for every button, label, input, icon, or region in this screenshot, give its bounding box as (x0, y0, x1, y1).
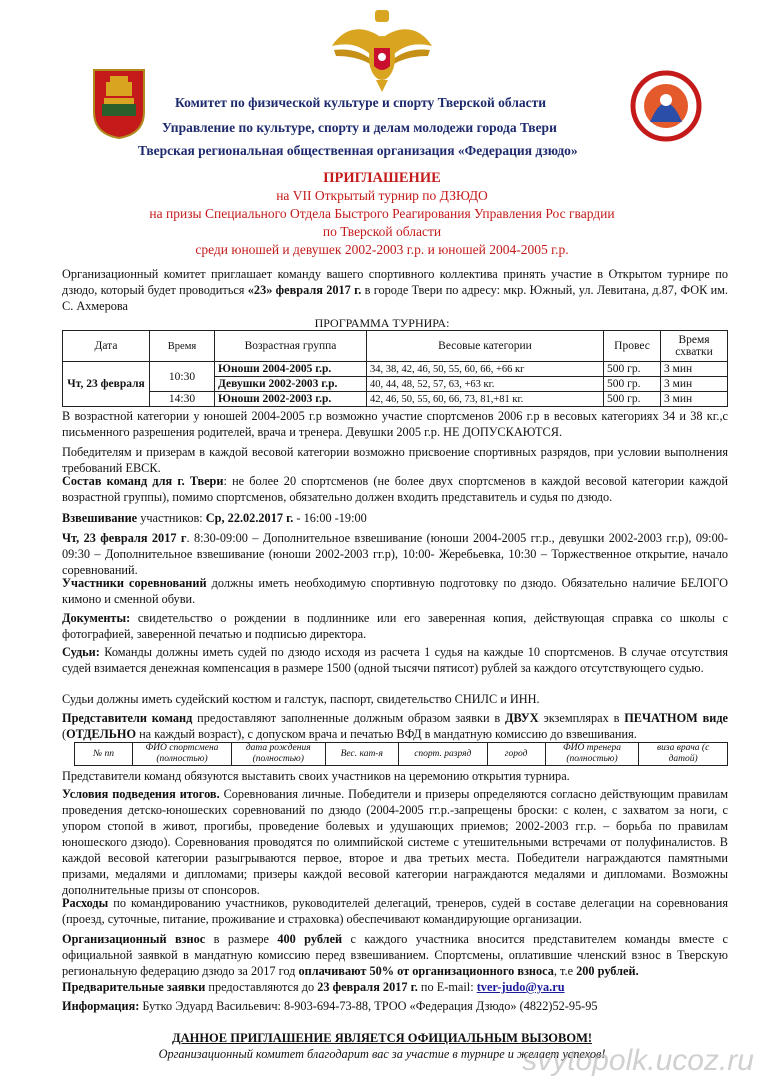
russian-eagle-emblem-icon (330, 8, 434, 94)
group-cell: Девушки 2002-2003 г.р. (215, 377, 367, 392)
weigh-in-paragraph: Взвешивание участников: Ср, 22.02.2017 г. - 16:00 -19:00 (62, 511, 367, 525)
thanks-note: Организационный комитет благодарит вас за участие в турнире и желает успехов! (158, 1047, 606, 1061)
judges-paragraph: Судьи: Команды должны иметь судей по дзюдо исходя из расчета 1 судья на каждые 10 спортсменов. В случае отсутствия судей взимается денежная компенсация в размере 1500 (одной тысячи пятисот) рублей за каждого отсутствующего судью. (62, 645, 728, 675)
results-paragraph: Условия подведения итогов. Соревнования личные. Победители и призеры определяются согласно действующим правилам проведения детско-юношеских соревнований по дзюдо (2004-2005 гг.р.-запрещены броски: с колен, с захватом за ноги, с упором стопой в живот, прогибы, проведение болевых и удушающих приемов; 2002-2003 гг.р. – борьба по правилам юношеского дзюдо). Соревнования проводятся по олимпийской системе с утешительными встречами от полуфиналистов. В каждой весовой категории разыгрываются первое, второе и два третьих места. Победители награждаются памятными призами, медалями и дипломами; призеры каждой весовой категории награждаются медалями и дипломами. Возможны дополнительные призы от спонсоров. (62, 787, 728, 897)
col-date: Дата (63, 331, 150, 362)
time-cell: 10:30 (150, 362, 215, 392)
header-federation: Тверская региональная общественная организация «Федерация дзюдо» (138, 143, 578, 158)
group-cell: Юноши 2004-2005 г.р. (215, 362, 367, 377)
app-col-weight: Вес. кат-я (325, 743, 398, 766)
app-col-doctor: виза врача (с датой) (639, 743, 728, 766)
prov-cell: 500 гр. (604, 377, 661, 392)
table-row (63, 362, 728, 377)
app-col-rank: спорт. разряд (398, 743, 487, 766)
invitation-heading: ПРИГЛАШЕНИЕ (323, 170, 441, 186)
official-call-notice: ДАННОЕ ПРИГЛАШЕНИЕ ЯВЛЯЕТСЯ ОФИЦИАЛЬНЫМ ВЫЗОВОМ! (171, 1031, 593, 1045)
application-form-table (74, 742, 728, 766)
judo-federation-logo-icon (630, 70, 702, 142)
app-col-birthdate: дата рождения (полностью) (231, 743, 325, 766)
col-weights: Весовые категории (367, 331, 604, 362)
title-line-4: среди юношей и девушек 2002-2003 г.р. и юношей 2004-2005 г.р. (195, 242, 569, 257)
duration-cell: 3 мин (661, 392, 728, 407)
schedule-table (62, 330, 728, 407)
prov-cell: 500 гр. (604, 392, 661, 407)
participants-paragraph: Участники соревнований должны иметь необходимую спортивную подготовку по дзюдо. Обязательно наличие БЕЛОГО кимоно и сменной обуви. (62, 576, 728, 606)
app-col-athlete: ФИО спортсмена (полностью) (133, 743, 232, 766)
winners-paragraph: Победителям и призерам в каждой весовой категории возможно присвоение спортивных разрядов, при условии выполнения требований ЕВСК. (62, 445, 728, 475)
col-age-group: Возрастная группа (215, 331, 367, 362)
weights-cell: 34, 38, 42, 46, 50, 55, 60, 66, +66 кг (367, 362, 604, 377)
representatives-paragraph: Представители команд предоставляют заполненные должным образом заявки в ДВУХ экземплярах в ПЕЧАТНОМ виде (ОТДЕЛЬНО на каждый возраст), с допуском врача и печатью ВФД в мандатную комиссию до взвешивания. (62, 711, 728, 741)
watermark: svytopolk.ucoz.ru (522, 1044, 754, 1077)
schedule-day-paragraph: Чт, 23 февраля 2017 г. 8:30-09:00 – Дополнительное взвешивание (юноши 2004-2005 гг.р., девушки 2002-2003 гг.р), 09:00-09:30 – Дополнительное взвешивание (юноши 2002-2003 гг.р), 10:00- Жеребьевка, 10:30 – Торжественное открытие, начало соревнований. (62, 531, 728, 577)
title-line-3: по Тверской области (322, 224, 442, 239)
weights-cell: 42, 46, 50, 55, 60, 66, 73, 81,+81 кг. (367, 392, 604, 407)
table-row (63, 392, 728, 407)
representatives-ceremony: Представители команд обязуются выставить своих участников на церемонию открытия турнира. (62, 769, 570, 783)
group-cell: Юноши 2002-2003 г.р. (215, 392, 367, 407)
col-prov: Провес (604, 331, 661, 362)
fee-paragraph: Организационный взнос в размере 400 рублей с каждого участника вносится представителем команды вместе с официальной заявкой в мандатную комиссию перед взвешиванием. Спортсмены, оплатившие членский взнос в Тверскую региональную федерацию дзюдо за 2017 год оплачивают 50% от организационного взноса, т.е 200 рублей. (62, 932, 728, 978)
date-cell: Чт, 23 февраля (63, 362, 150, 407)
app-col-city: город (487, 743, 545, 766)
team-paragraph: Состав команд для г. Твери: не более 20 спортсменов (не более двух спортсменов в каждой весовой категории каждой возрастной группы), помимо спортсменов, обязательно должен входить представитель и судья по дзюдо. (62, 474, 728, 504)
col-time: Время (150, 331, 215, 362)
weights-cell: 40, 44, 48, 52, 57, 63, +63 кг. (367, 377, 604, 392)
title-line-2: на призы Специального Отдела Быстрого Реагирования Управления Рос гвардии (149, 206, 615, 221)
header-committee: Комитет по физической культуре и спорту Тверской области (175, 95, 547, 110)
documents-paragraph: Документы: свидетельство о рождении в подлиннике или его заверенная копия, действующая справка со школы с фотографией, заверенной печатью и подписью директора. (62, 611, 728, 641)
tver-coat-of-arms-icon (92, 68, 146, 140)
judges-requirements: Судьи должны иметь судейский костюм и галстук, паспорт, свидетельство СНИЛС и ИНН. (62, 692, 540, 706)
preliminary-paragraph: Предварительные заявки предоставляются до 23 февраля 2017 г. по E-mail: tver-judo@ya.ru (62, 980, 565, 994)
duration-cell: 3 мин (661, 362, 728, 377)
info-paragraph: Информация: Бутко Эдуард Васильевич: 8-903-694-73-88, ТРОО «Федерация Дзюдо» (4822)52-95-95 (62, 999, 598, 1013)
duration-cell: 3 мин (661, 377, 728, 392)
time-cell: 14:30 (150, 392, 215, 407)
costs-paragraph: Расходы по командированию участников, руководителей делегаций, тренеров, судей в составе делегации на соревнования (проезд, суточные, питание, проживание и страховка) обеспечивают командирующие организации. (62, 896, 728, 926)
age-paragraph: В возрастной категории у юношей 2004-2005 г.р возможно участие спортсменов 2006 г.р в весовых категориях 34 и 38 кг.,с письменного разрешения родителей, врача и тренера. Девушки 2005 г.р. НЕ ДОПУСКАЮТСЯ. (62, 409, 728, 439)
header-department: Управление по культуре, спорту и делам молодежи города Твери (162, 120, 557, 135)
prov-cell: 500 гр. (604, 362, 661, 377)
app-col-coach: ФИО тренера (полностью) (545, 743, 639, 766)
col-duration: Время схватки (661, 331, 728, 362)
program-title: ПРОГРАММА ТУРНИРА: (314, 316, 450, 330)
intro-paragraph: Организационный комитет приглашает команду вашего спортивного коллектива принять участие в Открытом турнире по дзюдо, который будет проводиться «23» февраля 2017 г. в городе Твери по адресу: мкр. Южный, ул. Левитана, д.87, ФОК им. С. Ахмерова (62, 267, 729, 313)
email-link[interactable]: tver-judo@ya.ru (476, 980, 565, 994)
app-col-number: № пп (75, 743, 133, 766)
title-line-1: на VII Открытый турнир по ДЗЮДО (276, 188, 488, 203)
